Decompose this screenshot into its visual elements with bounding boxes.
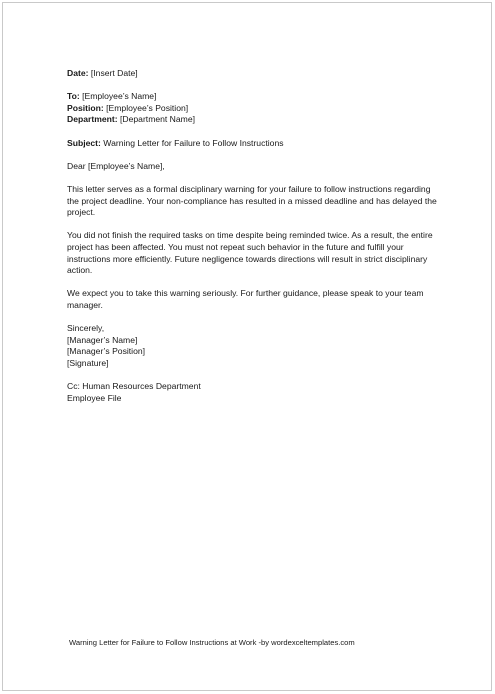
cc-line: Cc: Human Resources Department <box>67 381 201 392</box>
cc-employee-file: Employee File <box>67 392 122 403</box>
body-paragraph-2: You did not finish the required tasks on time despite being reminded twice. As a result, the entire project has been affected. You must not repeat such behavior in the future and fulfill your instructions more efficiently. Future negligence towards directions will result in strict disciplinary action. <box>67 230 433 276</box>
subject-value: Warning Letter for Failure to Follow Instructions <box>100 137 284 148</box>
department-value: [Department Name] <box>117 114 195 125</box>
date-value: [Insert Date] <box>88 68 138 78</box>
salutation: Dear [Employee’s Name], <box>67 160 165 171</box>
department-label: Department: <box>67 114 118 125</box>
subject-label: Subject: <box>67 137 101 148</box>
subject-line <box>67 138 437 150</box>
signature-manager-position: [Manager’s Position] <box>67 346 146 357</box>
document-page <box>2 2 492 691</box>
to-label: To: <box>67 91 80 102</box>
position-value: [Employee’s Position] <box>103 102 189 113</box>
body-paragraph-3: We expect you to take this warning seriously. For further guidance, please speak to your team manager. <box>67 288 424 310</box>
to-value: [Employee’s Name] <box>79 91 157 102</box>
closing: Sincerely, <box>67 323 105 334</box>
page-footer: Warning Letter for Failure to Follow Instructions at Work -by wordexceltemplates.com <box>69 638 355 647</box>
department-line <box>67 114 437 126</box>
date-label: Date: <box>67 68 89 78</box>
to-line <box>67 91 437 103</box>
position-label: Position: <box>67 102 104 113</box>
signature-manager-name: [Manager’s Name] <box>67 334 138 345</box>
signature-placeholder: [Signature] <box>67 357 109 368</box>
position-line <box>67 103 437 115</box>
body-paragraph-1: This letter serves as a formal disciplinary warning for your failure to follow instructions regarding the project deadline. Your non-compliance has resulted in a missed deadline and has delayed the project. <box>67 183 437 218</box>
letter-body <box>67 68 437 404</box>
date-line <box>67 68 437 80</box>
